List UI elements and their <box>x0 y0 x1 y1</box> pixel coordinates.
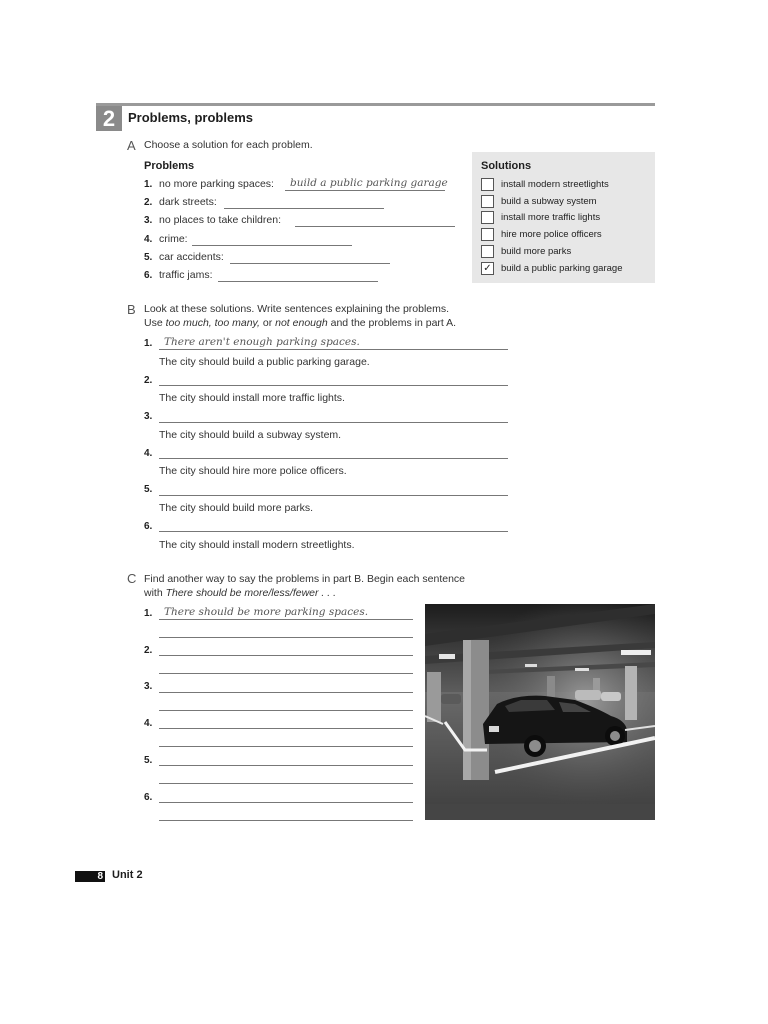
answer-line[interactable] <box>218 281 378 282</box>
solution-checkbox[interactable] <box>481 178 494 191</box>
item-number: 5. <box>144 755 153 766</box>
problem-answer: build a public parking garage <box>290 177 448 189</box>
answer-line[interactable] <box>159 637 413 638</box>
answer-line[interactable] <box>159 728 413 729</box>
item-number: 4. <box>144 448 153 459</box>
section-title: Problems, problems <box>128 110 253 125</box>
item-number: 6. <box>144 792 153 803</box>
instruction-text: with <box>144 587 166 599</box>
page-number: 8 <box>75 871 105 882</box>
answer-line[interactable] <box>159 710 413 711</box>
problem-number: 3. <box>144 215 153 226</box>
solution-label: build more parks <box>501 246 572 257</box>
parking-garage-photo <box>425 604 655 820</box>
problem-label: dark streets: <box>159 196 217 208</box>
item-sentence: The city should build more parks. <box>159 502 314 514</box>
item-number: 6. <box>144 521 153 532</box>
problem-number: 2. <box>144 197 153 208</box>
item-number: 1. <box>144 338 153 349</box>
item-number: 2. <box>144 645 153 656</box>
item-number: 3. <box>144 681 153 692</box>
part-c-instruction-line1: Find another way to say the problems in part B. Begin each sentence <box>144 573 466 585</box>
unit-label: Unit 2 <box>112 869 143 881</box>
solution-checkbox[interactable] <box>481 228 494 241</box>
solution-checkbox[interactable] <box>481 211 494 224</box>
item-number: 4. <box>144 718 153 729</box>
item-answer: There should be more parking spaces. <box>164 606 369 618</box>
solutions-heading: Solutions <box>481 160 532 172</box>
answer-line[interactable] <box>159 655 413 656</box>
answer-line[interactable] <box>159 692 413 693</box>
part-a-instruction: Choose a solution for each problem. <box>144 139 313 151</box>
answer-line[interactable] <box>159 385 508 386</box>
solution-label: hire more police officers <box>501 229 602 240</box>
part-b-instruction-line2 <box>144 316 456 330</box>
answer-line[interactable] <box>224 208 384 209</box>
solution-label: install modern streetlights <box>501 179 609 190</box>
answer-line[interactable] <box>159 619 413 620</box>
problem-number: 1. <box>144 179 153 190</box>
part-c-letter: C <box>127 571 137 586</box>
solution-checkbox[interactable] <box>481 195 494 208</box>
problem-label: no more parking spaces: <box>159 178 274 190</box>
item-sentence: The city should hire more police officers. <box>159 465 347 477</box>
solution-label: build a subway system <box>501 196 597 207</box>
item-answer: There aren't enough parking spaces. <box>164 336 360 348</box>
answer-line[interactable] <box>159 820 413 821</box>
problem-number: 4. <box>144 234 153 245</box>
solution-label: install more traffic lights <box>501 212 601 223</box>
item-number: 1. <box>144 608 153 619</box>
instruction-italic: not enough <box>275 317 328 329</box>
section-rule <box>96 103 655 106</box>
answer-line[interactable] <box>285 190 445 191</box>
problem-label: car accidents: <box>159 251 224 263</box>
answer-line[interactable] <box>159 458 508 459</box>
problem-number: 6. <box>144 270 153 281</box>
instruction-text: or <box>259 317 276 329</box>
problem-label: crime: <box>159 233 188 245</box>
answer-line[interactable] <box>159 349 508 350</box>
problem-label: no places to take children: <box>159 214 281 226</box>
part-b-instruction-line1: Look at these solutions. Write sentences explaining the problems. <box>144 303 450 315</box>
problem-number: 5. <box>144 252 153 263</box>
problems-heading: Problems <box>144 160 195 172</box>
answer-line[interactable] <box>159 802 413 803</box>
item-sentence: The city should build a public parking garage. <box>159 356 370 368</box>
answer-line[interactable] <box>159 673 413 674</box>
item-sentence: The city should install modern streetlights. <box>159 539 355 551</box>
part-a-letter: A <box>127 138 136 153</box>
instruction-italic: There should be more/less/fewer . . . <box>165 587 337 599</box>
solution-checkbox[interactable] <box>481 245 494 258</box>
part-c-instruction-line2 <box>144 586 336 600</box>
instruction-italic: too much, too many, <box>165 317 260 329</box>
answer-line[interactable] <box>159 746 413 747</box>
solution-checkbox-checked[interactable]: ✓ <box>481 262 494 275</box>
instruction-text: Use <box>144 317 166 329</box>
item-number: 2. <box>144 375 153 386</box>
answer-line[interactable] <box>159 422 508 423</box>
part-b-letter: B <box>127 302 136 317</box>
answer-line[interactable] <box>159 765 413 766</box>
item-number: 3. <box>144 411 153 422</box>
item-number: 5. <box>144 484 153 495</box>
solution-label: build a public parking garage <box>501 263 623 274</box>
answer-line[interactable] <box>159 495 508 496</box>
answer-line[interactable] <box>192 245 352 246</box>
item-sentence: The city should install more traffic lights. <box>159 392 345 404</box>
item-sentence: The city should build a subway system. <box>159 429 342 441</box>
answer-line[interactable] <box>230 263 390 264</box>
instruction-text: and the problems in part A. <box>327 317 457 329</box>
section-number: 2 <box>96 106 122 131</box>
answer-line[interactable] <box>159 783 413 784</box>
answer-line[interactable] <box>159 531 508 532</box>
answer-line[interactable] <box>295 226 455 227</box>
problem-label: traffic jams: <box>159 269 213 281</box>
